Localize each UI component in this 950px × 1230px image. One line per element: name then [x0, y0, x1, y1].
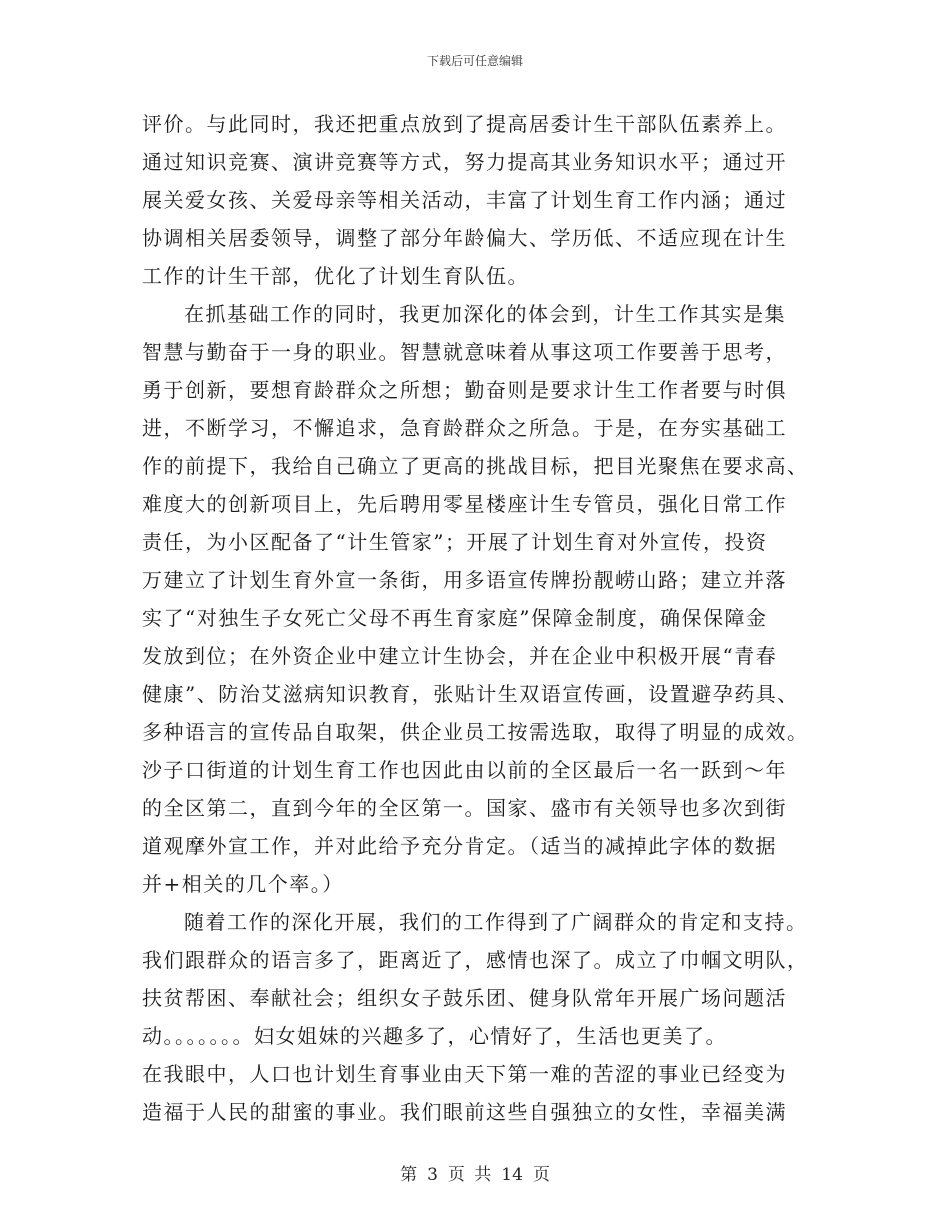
text-line: 随着工作的深化开展，我们的工作得到了广阔群众的肯定和支持。 [184, 910, 808, 934]
text-line: 多种语言的宣传品自取架，供企业员工按需选取，取得了明显的成效。 [142, 720, 809, 744]
page-footer [0, 1160, 950, 1185]
text-line: 发放到位；在外资企业中建立计生协会，并在企业中积极开展“青春 [142, 644, 778, 668]
text-line: 在抓基础工作的同时，我更加深化的体会到，计生工作其实是集 [184, 302, 786, 326]
text-line: 勇于创新，要想育龄群众之所想；勤奋则是要求计生工作者要与时俱 [142, 378, 787, 402]
text-line: 在我眼中，人口也计划生育事业由天下第一难的苦涩的事业已经变为 [142, 1062, 787, 1086]
text-line: 我们跟群众的语言多了，距离近了，感情也深了。成立了巾帼文明队， [142, 948, 809, 972]
text-line: 智慧与勤奋于一身的职业。智慧就意味着从事这项工作要善于思考， [142, 340, 787, 364]
document-body [142, 105, 814, 1131]
paragraph [142, 105, 814, 295]
text-line: 造福于人民的甜蜜的事业。我们眼前这些自强独立的女性，幸福美满 [142, 1100, 787, 1124]
text-line: 协调相关居委领导，调整了部分年龄偏大、学历低、不适应现在计生 [142, 226, 787, 250]
text-line: 评价。与此同时，我还把重点放到了提高居委计生干部队伍素养上。 [142, 112, 787, 136]
page-number: 3 [427, 1165, 438, 1185]
page-header: 下载后可任意编辑 [426, 54, 523, 68]
text-line: 通过知识竞赛、演讲竞赛等方式，努力提高其业务知识水平；通过开 [142, 150, 787, 174]
footer-prefix: 第 [400, 1165, 418, 1185]
text-line: 实了“对独生子女死亡父母不再生育家庭”保障金制度，确保保障金 [142, 606, 768, 630]
text-line: 作的前提下，我给自己确立了更高的挑战目标，把目光聚焦在要求高、 [142, 454, 809, 478]
paragraph [142, 903, 814, 1131]
text-line: 的全区第二，直到今年的全区第一。国家、盛市有关领导也多次到街 [142, 796, 787, 820]
text-line: 并+相关的几个率。） [142, 872, 344, 896]
text-line: 健康”、防治艾滋病知识教育，张贴计生双语宣传画，设置避孕药具、 [142, 682, 799, 706]
footer-middle: 页 共 [447, 1165, 492, 1185]
text-line: 难度大的创新项目上，先后聘用零星楼座计生专管员，强化日常工作 [142, 492, 787, 516]
text-line: 展关爱女孩、关爱母亲等相关活动，丰富了计划生育工作内涵；通过 [142, 188, 787, 212]
text-line: 道观摩外宣工作，并对此给予充分肯定。（适当的减掉此字体的数据 [142, 834, 777, 858]
total-pages: 14 [501, 1165, 523, 1185]
text-line: 责任，为小区配备了“计生管家”；开展了计划生育对外宣传，投资 [142, 530, 768, 554]
paragraph [142, 295, 814, 903]
text-line: 动。。。。。。。妇女姐妹的兴趣多了，心情好了，生活也更美了。 [142, 1024, 727, 1048]
text-line: 沙子口街道的计划生育工作也因此由以前的全区最后一名一跃到～年 [142, 758, 787, 782]
text-line: 万建立了计划生育外宣一条街，用多语宣传牌扮靓崂山路；建立并落 [142, 568, 787, 592]
footer-suffix: 页 [532, 1165, 550, 1185]
text-line: 进，不断学习，不懈追求，急育龄群众之所急。于是，在夯实基础工 [142, 416, 787, 440]
text-line: 工作的计生干部，优化了计划生育队伍。 [142, 264, 529, 288]
text-line: 扶贫帮困、奉献社会；组织女子鼓乐团、健身队常年开展广场问题活 [142, 986, 787, 1010]
